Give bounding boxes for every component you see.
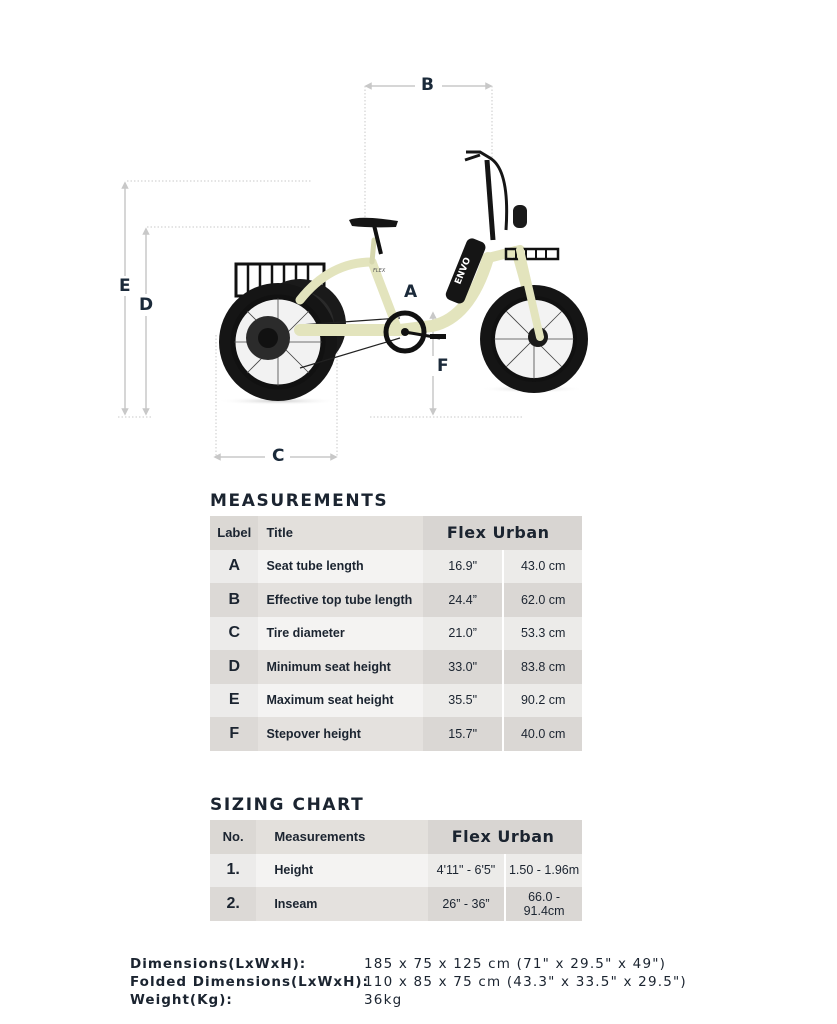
row-title: Effective top tube length: [258, 583, 422, 617]
sizing-header-row: [210, 820, 582, 854]
row-title: Minimum seat height: [258, 650, 422, 684]
row-cm: 43.0 cm: [503, 550, 582, 584]
sizing-chart-table: [210, 820, 582, 921]
row-label: B: [210, 583, 258, 617]
table-row: [210, 550, 582, 584]
spec-key: Dimensions(LxWxH):: [130, 956, 307, 972]
row-cm: 53.3 cm: [503, 617, 582, 651]
row-inch: 33.0": [423, 650, 504, 684]
row-title: Tire diameter: [258, 617, 422, 651]
row-inch: 35.5": [423, 684, 504, 718]
row-imperial: 26” - 36”: [428, 887, 505, 921]
row-title: Stepover height: [258, 717, 422, 751]
measurements-header-row: [210, 516, 582, 550]
row-label: C: [210, 617, 258, 651]
row-no: 2.: [210, 887, 256, 921]
saddle: [349, 218, 398, 228]
row-metric: 1.50 - 1.96m: [505, 854, 582, 888]
row-metric: 66.0 - 91.4cm: [505, 887, 582, 921]
row-cm: 62.0 cm: [503, 583, 582, 617]
sizing-chart-title: SIZING CHART: [210, 795, 365, 815]
table-row: [210, 887, 582, 921]
dimension-label-e: E: [116, 277, 134, 295]
row-inch: 21.0”: [423, 617, 504, 651]
spec-value: 36kg: [364, 992, 403, 1008]
rear-wheel: [219, 283, 337, 401]
table-row: [210, 717, 582, 751]
row-inch: 16.9": [423, 550, 504, 584]
row-imperial: 4'11" - 6'5": [428, 854, 505, 888]
dimension-label-c: C: [269, 447, 287, 465]
spec-key: Folded Dimensions(LxWxH):: [130, 974, 369, 990]
dimension-label-f: F: [437, 356, 449, 376]
measurements-title: MEASUREMENTS: [210, 491, 389, 511]
measurements-table: [210, 516, 582, 751]
spec-row-dimensions: [130, 955, 687, 973]
dimension-label-a: A: [404, 282, 418, 302]
table-row: [210, 583, 582, 617]
row-measurement: Height: [256, 854, 427, 888]
row-no: 1.: [210, 854, 256, 888]
row-inch: 24.4”: [423, 583, 504, 617]
row-label: A: [210, 550, 258, 584]
header-no: No.: [210, 820, 256, 854]
table-row: [210, 617, 582, 651]
row-measurement: Inseam: [256, 887, 427, 921]
row-inch: 15.7": [423, 717, 504, 751]
spec-value: 185 x 75 x 125 cm (71" x 29.5" x 49"): [364, 956, 667, 972]
header-measurements: Measurements: [256, 820, 427, 854]
specifications-list: [130, 955, 687, 1009]
row-cm: 83.8 cm: [503, 650, 582, 684]
svg-text:ENVO: ENVO: [453, 256, 474, 287]
table-row: [210, 854, 582, 888]
table-row: [210, 650, 582, 684]
svg-text:FLEX: FLEX: [373, 268, 386, 274]
row-cm: 40.0 cm: [503, 717, 582, 751]
spec-row-weight: [130, 991, 687, 1009]
spec-row-folded-dimensions: [130, 973, 687, 991]
dimension-label-d: D: [136, 296, 156, 314]
row-title: Maximum seat height: [258, 684, 422, 718]
spec-value: 110 x 85 x 75 cm (43.3" x 33.5" x 29.5"): [364, 974, 687, 990]
row-label: E: [210, 684, 258, 718]
row-title: Seat tube length: [258, 550, 422, 584]
header-title: Title: [258, 516, 422, 550]
row-label: F: [210, 717, 258, 751]
row-cm: 90.2 cm: [503, 684, 582, 718]
spec-key: Weight(Kg):: [130, 992, 233, 1008]
row-label: D: [210, 650, 258, 684]
bike-illustration: [0, 0, 837, 480]
header-label: Label: [210, 516, 258, 550]
dimension-label-b: B: [418, 76, 437, 94]
header-model: Flex Urban: [428, 820, 582, 854]
bike-dimension-diagram: [0, 0, 837, 480]
header-model: Flex Urban: [423, 516, 582, 550]
table-row: [210, 684, 582, 718]
